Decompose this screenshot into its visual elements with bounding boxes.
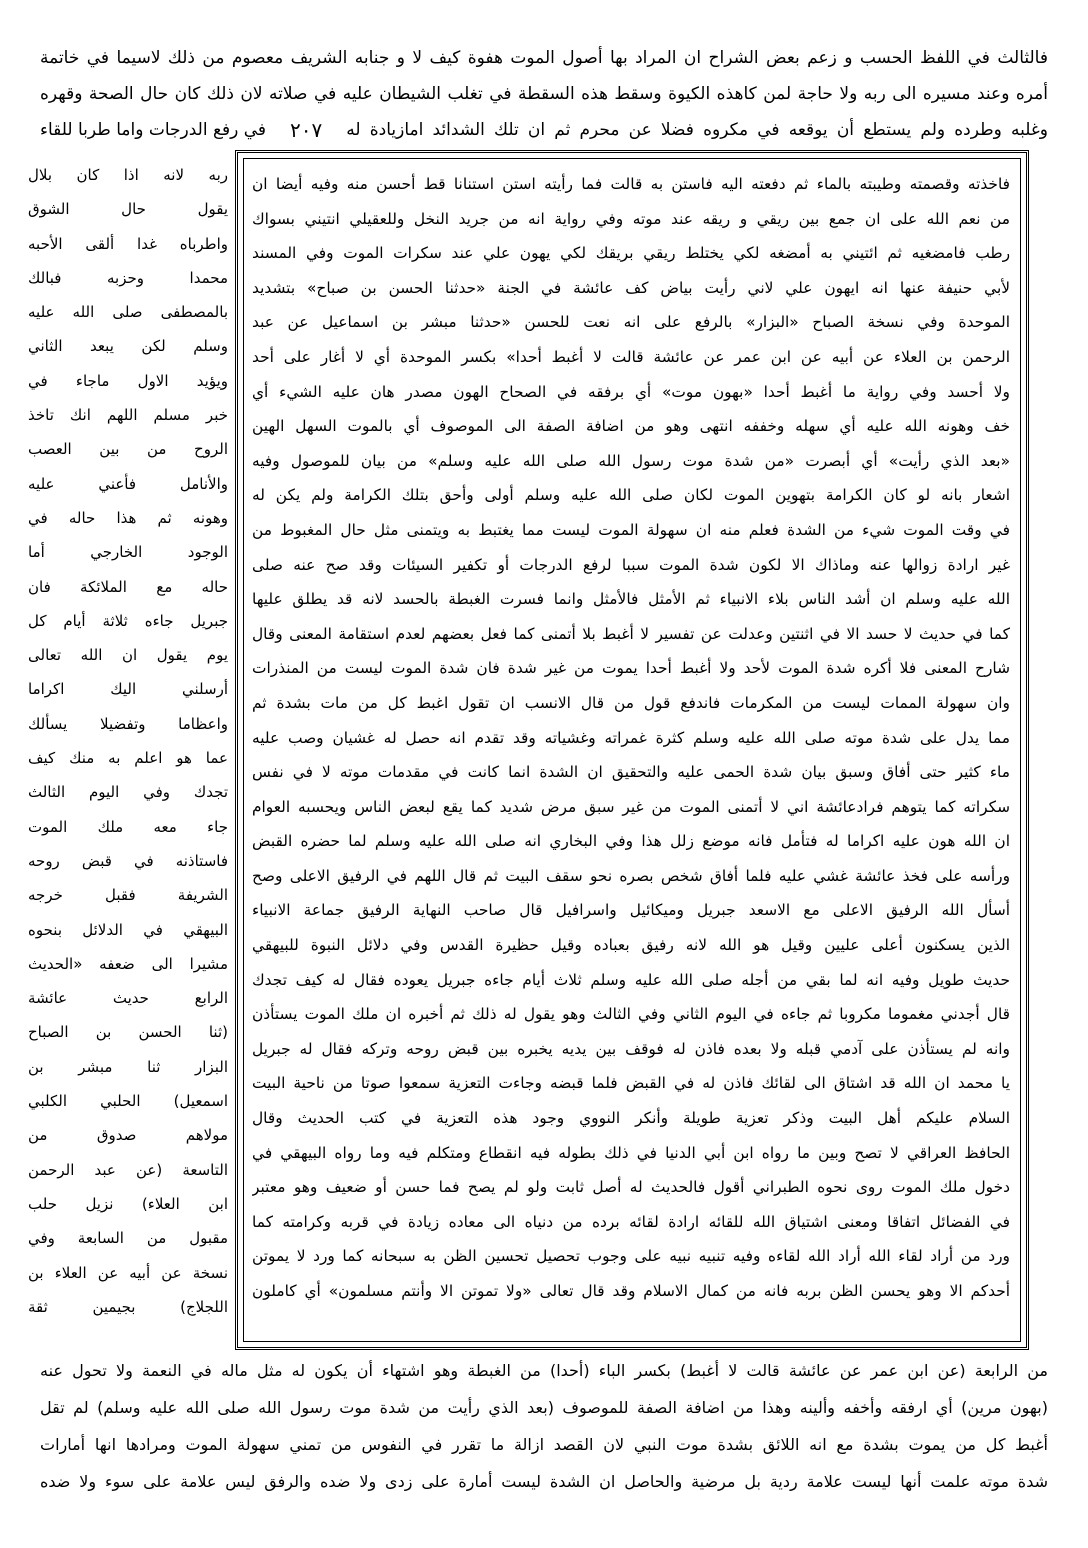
main-text-line: شارح المعنى فلا أكره شدة الموت لأحد ولا أغبط أحدا يموت من غير شدة فان شدة الموت ليست من المنذرات [252,659,1010,678]
side-text-line: اسمعيل) الحلبي الكلبي [28,1092,228,1111]
main-text-line: من نعم الله على ان جمع بين ريقي و ريقه عند موته وفي رواية انه من جريد النخل وللعقيلي انتيني بسواك [252,209,1010,228]
main-text-line: يا محمد ان الله قد اشتاق الى لقائك فاذن له في القبض فلما قبضه وجاءت التعزية سمعوا صوتا من ناحية البيت [252,1074,1010,1093]
side-text-line: واطرباه غدا ألقى الأحبه [28,234,228,253]
header-text [40,40,1048,148]
main-text-line: حديث طويل وفيه انه لما بقي من أجله صلى الله عليه وسلم ثلاث أيام جاءه جبريل يعوده فقال له كيف تجدك [252,970,1010,989]
main-text-line: سكراته كما يتوهم فرادعائشة اني لا أتمنى الموت من غير سبق مرض شديد كما يقع لبعض الناس ويحسبه العوام [252,797,1010,816]
main-text-line: فاخذته وقصمته وطيبته بالماء ثم دفعته اليه فاستن به قالت فما رأيته استن استنانا قط أحسن منه وفيه أيضا ان [252,175,1010,193]
side-text-line: ربه لانه اذا كان بلال [28,166,228,184]
side-text-line: فاستاذنه في قبض روحه [28,851,228,870]
side-text-line: تجدك وفي اليوم الثالث [28,783,228,802]
main-text-line: الله عليه وسلم ان أشد الناس بلاء الانبياء ثم الأمثل فالأمثل وانما فسرت الغبطة بالحسد لانه قد يطلق عليها [252,590,1010,609]
main-text-body [252,167,1010,1309]
main-text-line: اشعار بانه لو كان الكرامة بتهوين الموت لكان صلى الله عليه وسلم أولى وأحق بتلك الكرامة ولم يكن له [252,486,1010,505]
side-text-line: حاله مع الملائكة فان [28,577,228,596]
side-text-line: نسخة عن أبيه عن العلاء بن [28,1263,228,1282]
main-text-line: الذين يسكنون أعلى عليين وقيل هو الله لانه رفيق بعباده وقيل حظيرة القدس وفي دلائل النبوة للبيهقي [252,936,1010,955]
main-text-line: الرحمن بن العلاء عن أبيه عن ابن عمر عن عائشة قالت لا أغبط أحدا» بكسر الموحدة أي لا أغار على أحد [252,347,1010,366]
footer-text-line: من الرابعة (عن ابن عمر عن عائشة قالت لا أغبط) بكسر الباء (أحدا) من الغبطة وهو اشتهاء أن يكون له مثل ماله في النعمة ولا تحول عنه [40,1361,1048,1380]
header-line-3 [40,112,1048,148]
side-text-line: خبر مسلم اللهم انك تاخذ [28,406,228,425]
main-text-line: ورأسه على فخذ عائشة غشي عليه فلما أفاق شخص بصره نحو سقف البيت ثم قال اللهم في الرفيق الاعلى وصح [252,866,1010,885]
main-text-line: في الفضائل اتفاقا ومعنى اشتياق الله للقائه ارادة لقائه برده من دنياه الى معاده زيادة في قربه وكرامته كما [252,1212,1010,1231]
side-text-line: أرسلني اليك اكراما [28,680,228,699]
side-text-line: التاسعة (عن عبد الرحمن [28,1160,228,1179]
footer-commentary [40,1352,1048,1500]
side-text-line: الوجود الخارجي أما [28,543,228,562]
main-text-line: السلام عليكم أهل البيت وذكر تعزية طويلة وأنكر النووي وجود هذه التعزية في كتب الحديث وقال [252,1109,1010,1128]
side-text-line: (ثنا الحسن بن الصباح [28,1023,228,1042]
side-text-line: والأنامل فأعني عليه [28,474,228,493]
side-text-line: يوم يقول ان الله تعالى [28,646,228,665]
side-text-line: مولاهم صدوق من [28,1126,228,1145]
side-text-line: واعظاما وتفضيلا يسألك [28,714,228,733]
main-text-line: لأبي حنيفة عنها انه ايهون علي لاني رأيت بياض كف عائشة في الجنة «حدثنا الحسن بن صباح» بتشديد [252,278,1010,297]
main-text-line: في وقت الموت شيء من الشدة فعلم منه ان سهولة الموت ليست مما يغتبط به ويتمنى مثل حال المغبوط من [252,520,1010,539]
side-text-line: مقبول من السابعة وفي [28,1229,228,1248]
main-text-line: ورد من أراد لقاء الله أراد الله لقاءه وفيه تنبيه نبيه على وجوب تحصيل تحسين الظن به سبحانه كما ورد لا يموتن [252,1247,1010,1266]
main-text-line: غير ارادة زوالها عنه وماذاك الا لكون شدة الموت سببا لرفع الدرجات أو تكفير السيئات وقد صح عنه صلى [252,555,1010,574]
side-text-line: ويؤيد الاول ماجاء في [28,371,228,390]
side-text-line: مشيرا الى ضعفه «الحديث [28,954,228,973]
main-text-line: «بعد الذي رأيت» أي أبصرت «من شدة موت رسول الله صلى الله عليه وسلم» من بيان للموصول وفيه [252,451,1010,470]
side-text-line: ابن العلاء) نزيل حلب [28,1194,228,1213]
header-line-3-end: في رفع الدرجات واما طربا للقاء [40,120,267,140]
main-text-line: دخول ملك الموت روى نحوه الطبراني أقول فالحديث له أصل ثابت ولو لم يصح فما حسن أو ضعيف وهو معتبر [252,1178,1010,1197]
main-text-line: ماء كثير حتى أفاق وسبق بيان شدة الحمى عليه والتحقيق ان الشدة انما كانت في مقدمات موته لا في نفس [252,763,1010,782]
main-text-line: ولا أحسد وفي رواية ما أغبط أحدا «بهون موت» أي برفقه في الصحاح الهون مصدر هان عليه الشيء أي [252,382,1010,401]
side-text-line: الرابع حديث عائشة [28,989,228,1008]
main-text-line: كما في حديث لا حسد الا في اثنتين وعدلت عن تفسير لا أغبط بلا أتمنى كما فعل بعضهم لعدم استقامة المعنى وقال [252,624,1010,643]
main-text-frame [235,150,1029,1350]
main-text-line: قال أجدني مغموما مكروبا ثم جاءه في اليوم الثاني وفي الثالث وهو يقول له ذلك ثم أخبره ان ملك الموت يستأذن [252,1005,1010,1024]
header-line-2: أمره وعند مسيره الى ربه ولا حاجة لمن كاهذه الكيوة وسقط هذه السقطة في تغلب الشيطان عليه في صلاته لان ذلك كان حال الصحة وقهره [40,84,1048,104]
main-text-line: الحافظ العراقي لا تصح وبين ما رواه ابن أبي الدنيا في ذلك بطوله فيه انقطاع ومتكلم فيه وما رواه البيهقي في [252,1143,1010,1162]
page-number: ٢٠٧ [290,118,323,142]
header-line-1: فالثالث في اللفظ الحسب و زعم بعض الشراح ان المراد بها أصول الموت هفوة كيف لا و جنابه الشريف معصوم من ذلك لاسيما في خاتمة [40,48,1048,68]
footer-text-line: شدة موته علمت أنها ليست علامة ردية بل مرضية والحاصل ان الشدة ليست أمارة على زدى ولا ضده والرفق ليس علامة على سوء ولا ضده [40,1472,1048,1491]
side-text-line: الشريفة فقبل خرجه [28,886,228,905]
main-text-line: وان سهولة الممات ليست من المكرمات فاندفع قول من قال الانسب ان تقول اغبط كل من مات بشدة ثم [252,693,1010,712]
side-text-line: بالمصطفى صلى الله عليه [28,303,228,322]
footer-text-line: (بهون مرين) أي ارفقه وأخفه وألينه وهذا من اضافة الصفة للموصوف (بعد الذي رأيت من شدة موت رسول الله صلى الله عليه وسلم) لم تقل [40,1398,1048,1417]
side-text-line: محمدا وحزبه فبالك [28,268,228,287]
main-text-line: خف وهونه الله عليه أي سهله وخففه انتهى وهو من اضافة الصفة الى الموصوف أي بالموت السهل الهين [252,417,1010,436]
footer-text-line: أغبط كل من يموت بشدة مع انه اللائق بشدة موت النبي لان القصد ازالة ما تقرر في النفوس من تمني سهولة الموت ومرادها انها أمارات [40,1435,1048,1454]
side-text-line: جبريل جاءه ثلاثة أيام كل [28,611,228,630]
main-text-line: رطب فامضغيه ثم ائتيني به أمضغه لكي يختلط ريقي بريقك لكي يهون علي عند سكرات الموت وفي المسند [252,244,1010,263]
side-text-line: عما هو اعلم به منك كيف [28,749,228,768]
side-text-line: البزار ثنا مبشر بن [28,1057,228,1076]
main-text-line: وانه لم يستأذن على آدمي قبله ولا بعده فاذن له فوقف بين يديه يخبره بين قبض روحه وتركه فقال له جبريل [252,1039,1010,1058]
side-commentary [28,158,228,1324]
side-text-line: وهونه ثم هذا حاله في [28,508,228,527]
side-text-line: جاء معه ملك الموت [28,817,228,836]
main-text-line: مما يدل على شدة موته صلى الله عليه وسلم كثرة غمراته وغشياته وقد تقدم انه حصل له غشيان وصب عليه [252,728,1010,747]
main-text-line: أسأل الله الرفيق الاعلى مع الاسعد جبريل وميكائيل واسرافيل قال صاحب النهاية الرفيق جماعة الانبياء [252,901,1010,920]
main-text-line: الموحدة وفي نسخة الصباح «البزار» بالرفع على انه نعت للحسن «حدثنا مبشر بن اسماعيل عن عبد [252,313,1010,332]
side-text-line: يقول حال الشوق [28,200,228,219]
main-text-line: أحدكم الا وهو يحسن الظن بربه فانه من كمال الاسلام وقد قال تعالى «ولا تموتن الا وأنتم مسلمون» أي كاملون [252,1282,1010,1300]
header-line-3-text: وغلبه وطرده ولم يستطع أن يوقعه في مكروه فضلا عن محرم ثم ان تلك الشدائد امازيادة له [346,120,1048,140]
side-text-line: اللجلاج) بجيمين ثقة [28,1297,228,1316]
side-text-line: البيهقي في الدلائل بنحوه [28,920,228,939]
main-text-line: ان الله هون عليه اكراما له فتأمل فانه موضع زلل هذا وفي البخاري انه صلى الله عليه وسلم لما حضره القبض [252,832,1010,851]
side-text-line: الروح من بين العصب [28,440,228,459]
side-text-line: وسلم لكن يبعد الثاني [28,337,228,356]
